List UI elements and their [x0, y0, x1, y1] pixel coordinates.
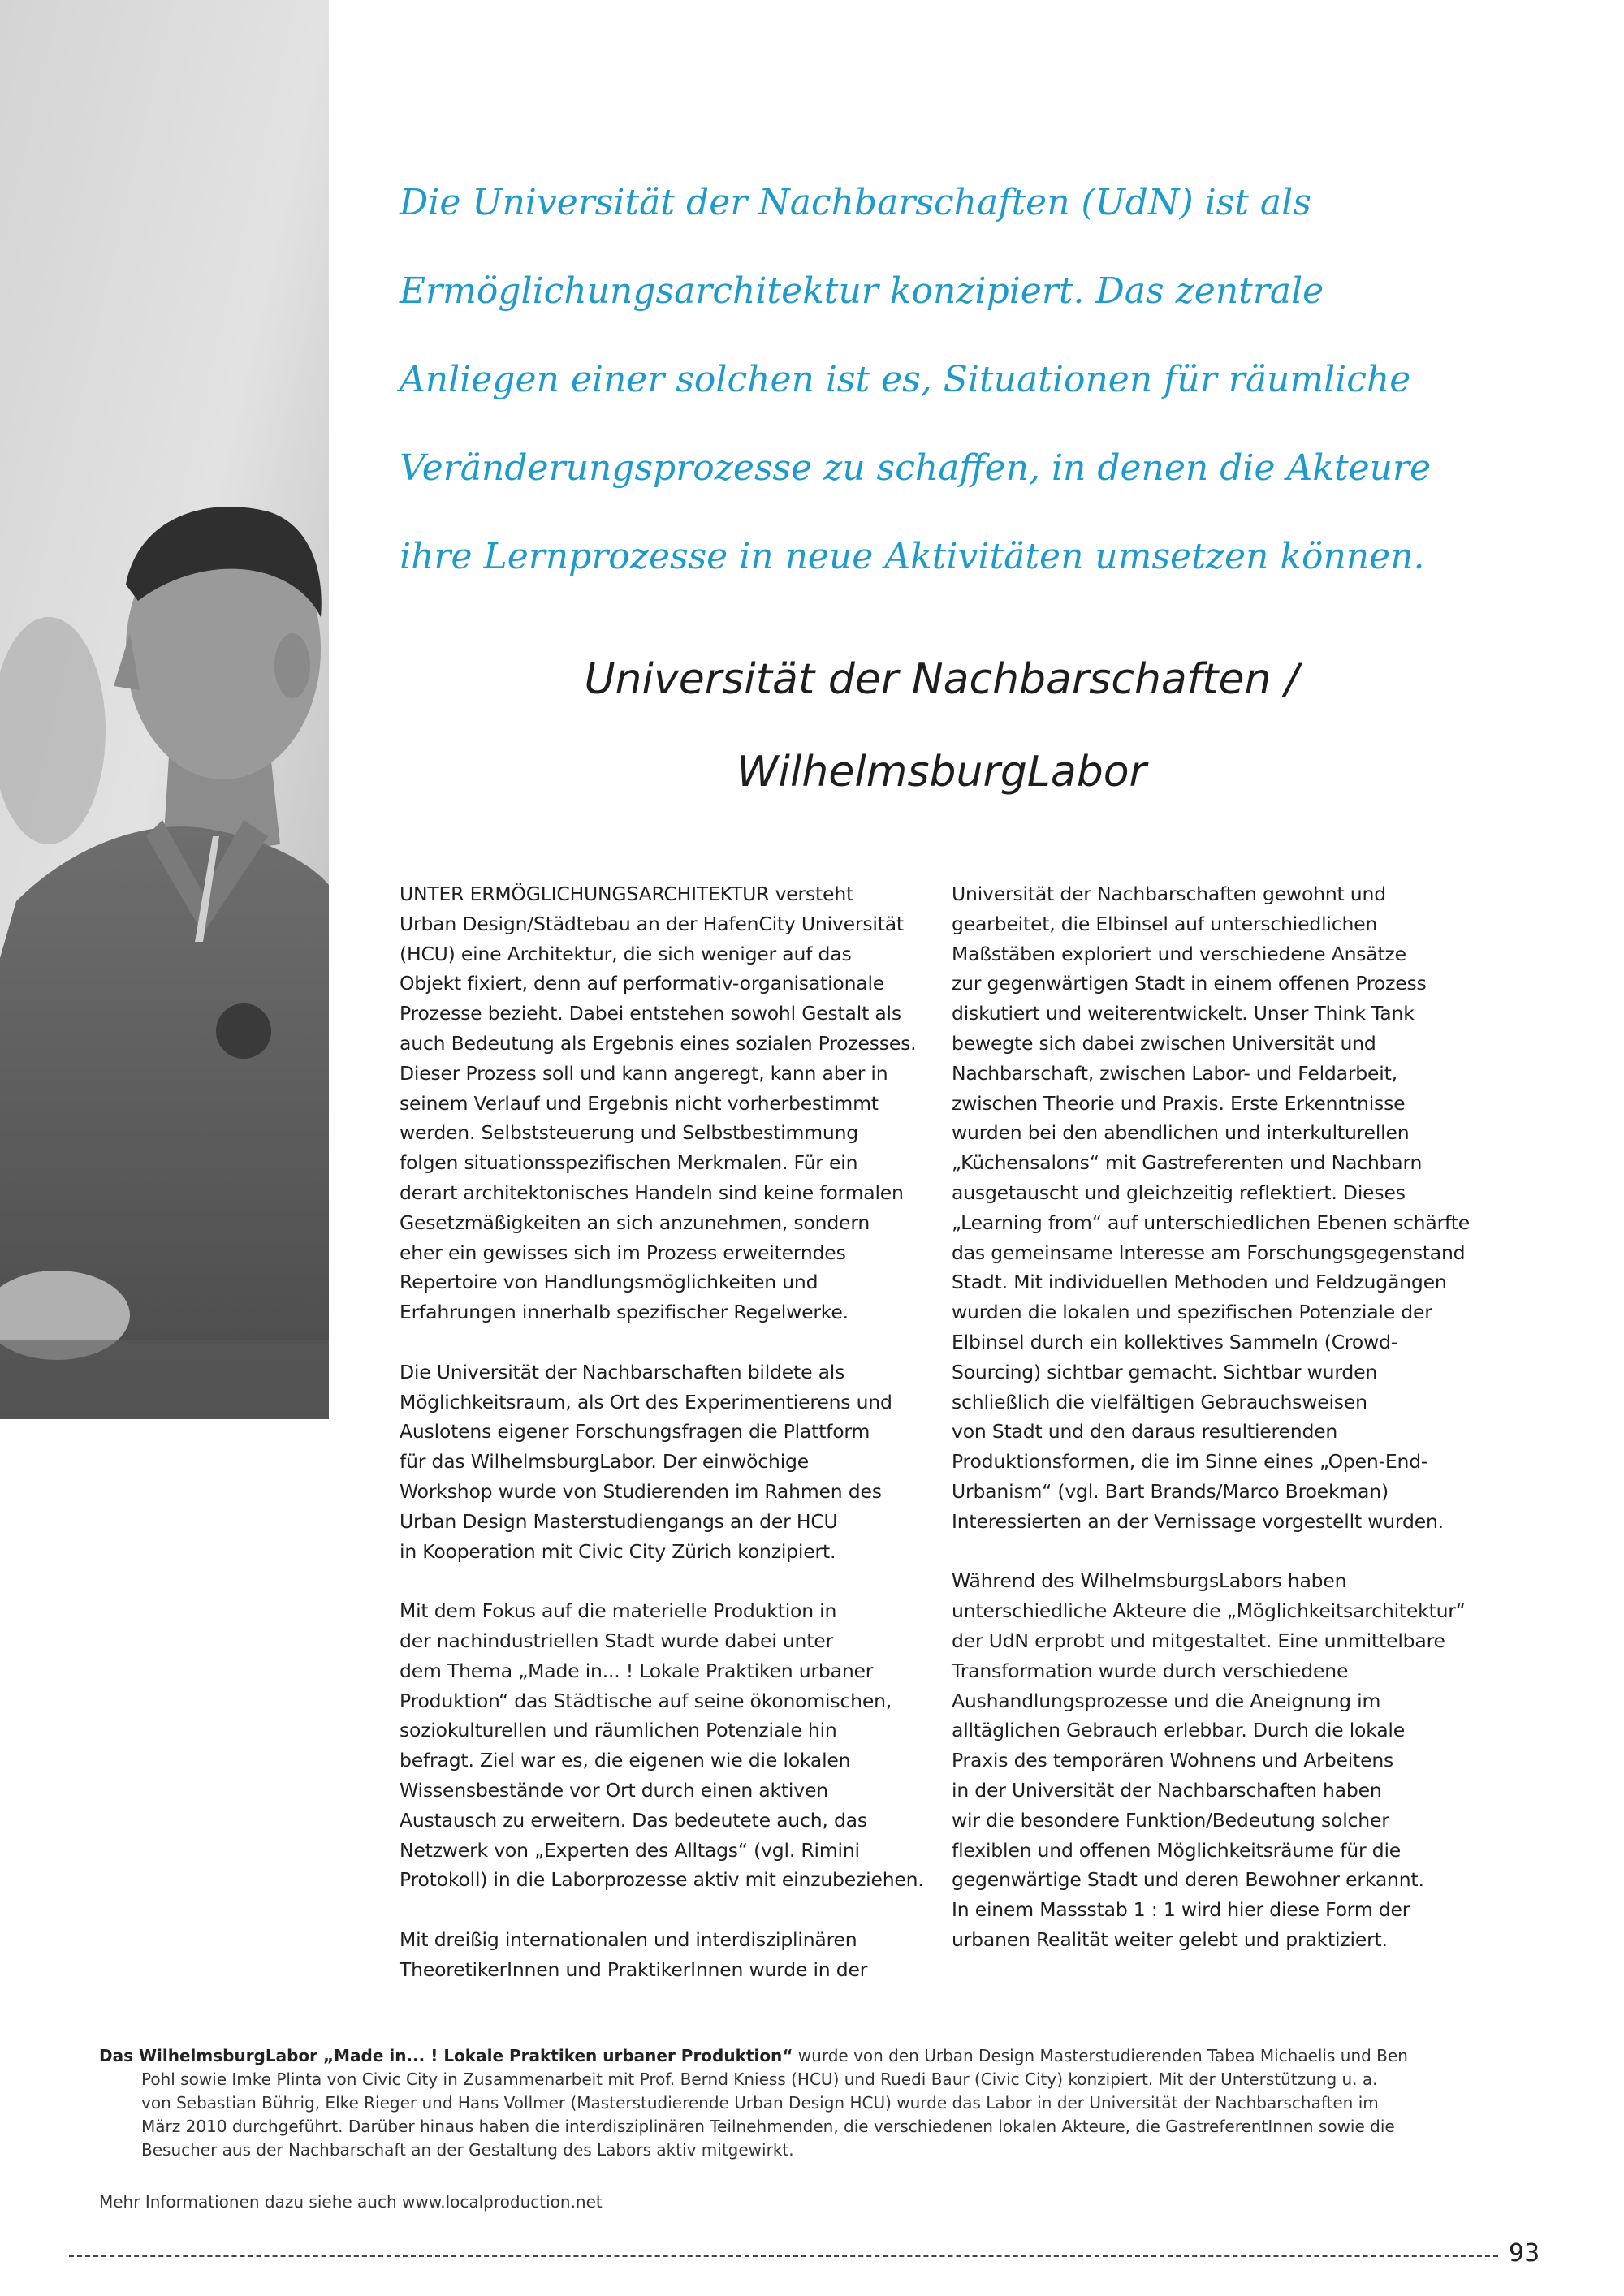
lead-quote [400, 158, 1455, 601]
body-line: (HCU) eine Architektur, die sich weniger auf das [400, 942, 852, 965]
body-line: befragt. Ziel war es, die eigenen wie die lokalen [400, 1749, 851, 1772]
body-line: Während des WilhelmsburgsLabors haben [952, 1569, 1347, 1593]
body-line: bewegte sich dabei zwischen Universität und [952, 1031, 1376, 1055]
body-paragraph [400, 879, 956, 1327]
body-line: seinem Verlauf und Ergebnis nicht vorherbestimmt [400, 1091, 879, 1115]
body-line: Urbanism“ (vgl. Bart Brands/Marco Broekman) [952, 1479, 1389, 1503]
body-line: eher ein gewisses sich im Prozess erweiterndes [400, 1241, 846, 1264]
body-line: urbanen Realität weiter gelebt und praktiziert. [952, 1927, 1388, 1951]
body-line: Auslotens eigener Forschungsfragen die Plattform [400, 1420, 870, 1444]
footnote-line: von Sebastian Bührig, Elke Rieger und Hans Vollmer (Masterstudierende Urban Design HCU) wurde das Labor in der Universität der Nachbarschaften im [141, 2093, 1379, 2113]
title-line-2: WilhelmsburgLabor [736, 748, 1147, 796]
page-number: 93 [1509, 2239, 1540, 2268]
body-line: Repertoire von Handlungsmöglichkeiten und [400, 1271, 818, 1294]
footnote-first-line [99, 2044, 1479, 2068]
body-line: Interessierten an der Vernissage vorgestellt wurden. [952, 1509, 1444, 1533]
more-info: Mehr Informationen dazu siehe auch www.localproduction.net [99, 2192, 603, 2212]
lead-line: Anliegen einer solchen ist es, Situationen für räumliche [400, 359, 1411, 400]
title-line-1: Universität der Nachbarschaften / [584, 655, 1299, 704]
body-line: Urban Design Masterstudiengangs an der HCU [400, 1509, 838, 1533]
body-paragraph [952, 1566, 1508, 1954]
body-line: Urban Design/Städtebau an der HafenCity Universität [400, 912, 904, 935]
body-line: Aushandlungsprozesse und die Aneignung im [952, 1689, 1381, 1712]
body-line: auch Bedeutung als Ergebnis eines sozialen Prozesses. [400, 1031, 917, 1055]
body-line: das gemeinsame Interesse am Forschungsgegenstand [952, 1241, 1466, 1264]
body-line: Nachbarschaft, zwischen Labor- und Feldarbeit, [952, 1061, 1397, 1085]
body-line: Universität der Nachbarschaften gewohnt und [952, 883, 1386, 905]
body-line: Sourcing) sichtbar gemacht. Sichtbar wurden [952, 1360, 1378, 1383]
body-line: zwischen Theorie und Praxis. Erste Erkenntnisse [952, 1091, 1406, 1115]
footnote-line: Pohl sowie Imke Plinta von Civic City in Zusammenarbeit mit Prof. Bernd Kniess (HCU) und Ruedi Baur (Civic City) konzipiert. Mit der Unterstützung u. a. [141, 2069, 1378, 2089]
body-line: in der Universität der Nachbarschaften haben [952, 1778, 1382, 1802]
portrait-illustration [0, 0, 329, 1419]
body-line: dem Thema „Made in... ! Lokale Praktiken urbaner [400, 1659, 874, 1682]
body-line: Mit dreißig internationalen und interdisziplinären [400, 1927, 857, 1951]
body-column-left [400, 879, 956, 2014]
body-line: TheoretikerInnen und PraktikerInnen wurde in der [400, 1957, 868, 1981]
body-paragraph [400, 1596, 956, 1895]
body-line: Produktion“ das Städtische auf seine ökonomischen, [400, 1689, 892, 1712]
body-line: Transformation wurde durch verschiedene [952, 1659, 1349, 1682]
body-line: Erfahrungen innerhalb spezifischer Regelwerke. [400, 1301, 849, 1324]
body-line: ausgetauscht und gleichzeitig reflektiert. Dieses [952, 1180, 1406, 1204]
dashed-rule [69, 2255, 1498, 2257]
body-line: Elbinsel durch ein kollektives Sammeln (Crowd- [952, 1330, 1398, 1353]
body-line: der nachindustriellen Stadt wurde dabei unter [400, 1629, 833, 1652]
body-paragraph [400, 1357, 956, 1567]
footnote [99, 2044, 1479, 2162]
body-line: Protokoll) in die Laborprozesse aktiv mit einzubeziehen. [400, 1868, 924, 1892]
lead-line: ihre Lernprozesse in neue Aktivitäten umsetzen können. [400, 536, 1425, 577]
lead-line: Ermöglichungsarchitektur konzipiert. Das zentrale [400, 270, 1324, 312]
body-line: „Learning from“ auf unterschiedlichen Ebenen schärfte [952, 1211, 1470, 1234]
body-line: Die Universität der Nachbarschaften bildete als [400, 1360, 845, 1383]
body-line: UNTER ERMÖGLICHUNGSARCHITEKTUR versteht [400, 883, 854, 905]
body-line: derart architektonisches Handeln sind keine formalen [400, 1180, 904, 1204]
body-line: alltäglichen Gebrauch erlebbar. Durch die lokale [952, 1719, 1405, 1742]
body-line: Workshop wurde von Studierenden im Rahmen des [400, 1479, 882, 1503]
body-line: soziokulturellen und räumlichen Potenziale hin [400, 1719, 837, 1742]
body-line: Mit dem Fokus auf die materielle Produktion in [400, 1599, 837, 1623]
body-line: Maßstäben exploriert und verschiedene Ansätze [952, 942, 1406, 965]
body-line: Wissensbestände vor Ort durch einen aktiven [400, 1778, 828, 1802]
body-line: gegenwärtige Stadt und deren Bewohner erkannt. [952, 1868, 1424, 1892]
footnote-line: März 2010 durchgeführt. Darüber hinaus haben die interdisziplinären Teilnehmenden, die verschiedenen lokalen Akteure, die GastreferentInnen sowie die [141, 2117, 1395, 2136]
body-paragraph [400, 1925, 956, 1985]
footnote-first-rest: wurde von den Urban Design Masterstudierenden Tabea Michaelis und Ben [793, 2046, 1408, 2065]
body-line: schließlich die vielfältigen Gebrauchsweisen [952, 1390, 1367, 1413]
body-line: Gesetzmäßigkeiten an sich anzunehmen, sondern [400, 1211, 870, 1234]
lead-line: Veränderungsprozesse zu schaffen, in denen die Akteure [400, 447, 1432, 489]
body-line: flexiblen und offenen Möglichkeitsräume für die [952, 1838, 1402, 1862]
body-line: Austausch zu erweitern. Das bedeutete auch, das [400, 1808, 867, 1832]
body-line: zur gegenwärtigen Stadt in einem offenen Prozess [952, 972, 1427, 995]
footnote-bold: Das WilhelmsburgLabor „Made in... ! Lokale Praktiken urbaner Produktion“ [99, 2046, 793, 2065]
body-line: wurden bei den abendlichen und interkulturellen [952, 1121, 1410, 1145]
body-line: werden. Selbststeuerung und Selbstbestimmung [400, 1121, 859, 1145]
body-column-right [952, 879, 1508, 1984]
body-line: Produktionsformen, die im Sinne eines „Open-End- [952, 1450, 1428, 1474]
body-line: Stadt. Mit individuellen Methoden und Feldzugängen [952, 1271, 1447, 1294]
portrait-photo [0, 0, 329, 1419]
body-line: Praxis des temporären Wohnens und Arbeitens [952, 1749, 1394, 1772]
body-line: wir die besondere Funktion/Bedeutung solcher [952, 1808, 1389, 1832]
body-line: für das WilhelmsburgLabor. Der einwöchige [400, 1450, 810, 1474]
body-line: wurden die lokalen und spezifischen Potenziale der [952, 1301, 1432, 1324]
body-line: Netzwerk von „Experten des Alltags“ (vgl. Rimini [400, 1838, 860, 1862]
body-line: der UdN erprobt und mitgestaltet. Eine unmittelbare [952, 1629, 1445, 1652]
body-line: von Stadt und den daraus resultierenden [952, 1420, 1338, 1444]
body-line: Objekt fixiert, denn auf performativ-organisationale [400, 972, 885, 995]
body-line: Möglichkeitsraum, als Ort des Experimentierens und [400, 1390, 892, 1413]
body-line: folgen situationsspezifischen Merkmalen. Für ein [400, 1151, 858, 1175]
body-line: gearbeitet, die Elbinsel auf unterschiedlichen [952, 912, 1378, 935]
body-paragraph [952, 879, 1508, 1537]
body-line: „Küchensalons“ mit Gastreferenten und Nachbarn [952, 1151, 1423, 1175]
body-line: In einem Massstab 1 : 1 wird hier diese Form der [952, 1898, 1410, 1922]
footnote-line: Besucher aus der Nachbarschaft an der Gestaltung des Labors aktiv mitgewirkt. [141, 2140, 794, 2160]
body-line: Dieser Prozess soll und kann angeregt, kann aber in [400, 1061, 888, 1085]
body-line: unterschiedliche Akteure die „Möglichkeitsarchitektur“ [952, 1599, 1466, 1623]
body-line: Prozesse bezieht. Dabei entstehen sowohl Gestalt als [400, 1002, 901, 1025]
lead-line: Die Universität der Nachbarschaften (UdN) ist als [400, 182, 1311, 223]
article-title [400, 633, 1484, 818]
body-line: diskutiert und weiterentwickelt. Unser Think Tank [952, 1002, 1415, 1025]
body-line: in Kooperation mit Civic City Zürich konzipiert. [400, 1539, 836, 1563]
